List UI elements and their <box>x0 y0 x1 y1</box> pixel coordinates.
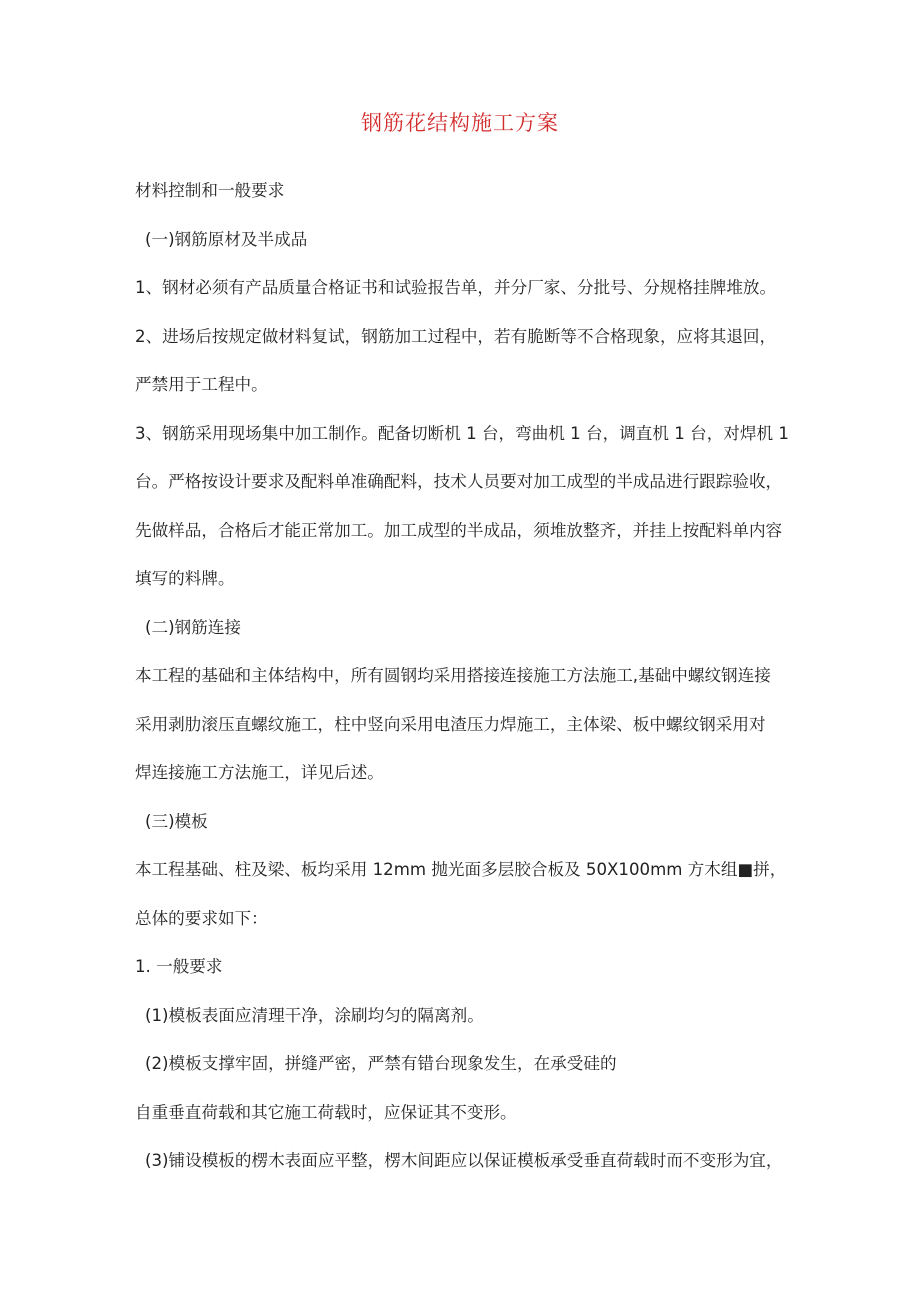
paragraph-line: 填写的料牌。 <box>135 569 235 588</box>
subsection-heading-rebar-connection: (二)钢筋连接 <box>145 618 241 637</box>
subsection-heading-formwork: (三)模板 <box>145 812 208 831</box>
paragraph-line: 焊连接施工方法施工，详见后述。 <box>135 763 384 782</box>
paragraph-line: 2、进场后按规定做材料复试，钢筋加工过程中，若有脆断等不合格现象，应将其退回， <box>135 327 777 346</box>
list-item: (2)模板支撑牢固，拼缝严密，严禁有错台现象发生，在承受硅的 <box>145 1054 617 1073</box>
paragraph-line: 3、钢筋采用现场集中加工制作。配备切断机 1 台，弯曲机 1 台，调直机 1 台，对焊机 1 <box>135 424 789 443</box>
paragraph-line: 先做样品，合格后才能正常加工。加工成型的半成品，须堆放整齐，并挂上按配料单内容 <box>135 521 783 540</box>
numbered-heading-general-requirements: 1. 一般要求 <box>135 957 223 976</box>
paragraph-line: 自重垂直荷载和其它施工荷载时，应保证其不变形。 <box>135 1103 517 1122</box>
list-item: (1)模板表面应清理干净，涂刷均匀的隔离剂。 <box>145 1006 484 1025</box>
document-title: 钢筋花结构施工方案 <box>361 111 559 135</box>
subsection-heading-rebar-materials: (一)钢筋原材及半成品 <box>145 230 308 249</box>
paragraph-line: 本工程基础、柱及梁、板均采用 12mm 抛光面多层胶合板及 50X100mm 方木组■拼， <box>135 860 787 879</box>
section-heading-materials: 材料控制和一般要求 <box>135 181 285 200</box>
paragraph-line: 台。严格按设计要求及配料单准确配料，技术人员要对加工成型的半成品进行跟踪验收， <box>135 472 783 491</box>
list-item: (3)铺设模板的楞木表面应平整，楞木间距应以保证模板承受垂直荷载时而不变形为宜， <box>145 1151 783 1170</box>
paragraph-line: 本工程的基础和主体结构中，所有圆钢均采用搭接连接施工方法施工,基础中螺纹钢连接 <box>135 666 771 685</box>
paragraph-line: 采用剥肋滚压直螺纹施工，柱中竖向采用电渣压力焊施工，主体梁、板中螺纹钢采用对 <box>135 715 766 734</box>
paragraph-line: 1、钢材必须有产品质量合格证书和试验报告单，并分厂家、分批号、分规格挂牌堆放。 <box>135 278 777 297</box>
paragraph-line: 严禁用于工程中。 <box>135 375 268 394</box>
paragraph-line: 总体的要求如下： <box>135 909 268 928</box>
